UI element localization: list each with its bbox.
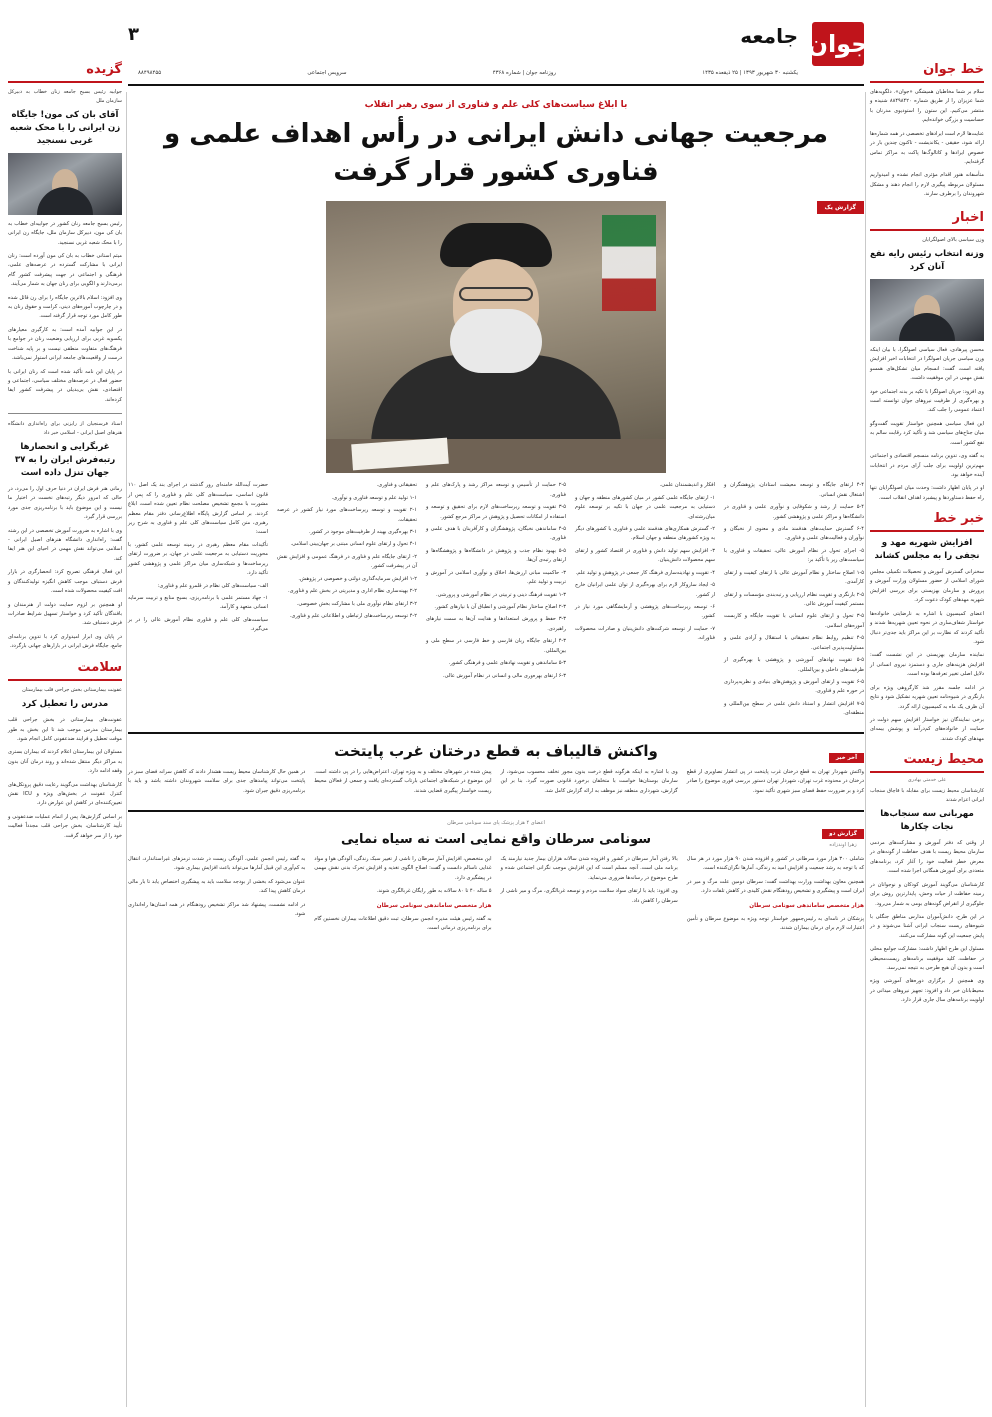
section-label: خط جوان [923,62,984,77]
sidebar-section-health [8,660,122,841]
main-content [128,92,864,1409]
section-body: زمانی هنر فرش ایران در دنیا حرف اول را می‌زد، در حالی که امروز دیگر رتبه‌های نخست در اختیار ما نیست و این موضوع باید با برنامه‌ریزی جدی مورد بررسی قرار گیرد. وی با اشاره به ضرورت آموزش تخصصی در این رشته گفت: راه‌اندازی دانشگاه هنرهای اصیل ایرانی - اسلامی می‌تواند نقش مهمی در احیای این هنر ایفا کند. این فعال فرهنگی تصریح کرد: انحصارگری در بازار فرش دستباف موجب کاهش انگیزه تولیدکنندگان و افت کیفیت محصولات شده است. او همچنین بر لزوم حمایت دولت از هنرمندان و بافندگان تأکید کرد و خواستار تسهیل شرایط صادرات فرش دستباف شد. در پایان وی ابراز امیدواری کرد با تدوین برنامه‌ای جامع، جایگاه فرش ایرانی در بازارهای جهانی بازگردد. [8,485,122,650]
mid-column: وی با اشاره به اینکه هرگونه قطع درخت بدون مجوز تخلف محسوب می‌شود، از سازمان بوستان‌ها خواست با متخلفان برخورد قانونی صورت گیرد. بنا بر این گزارش، شهرداری منطقه نیز موظف به ارائه گزارش کامل شد. [500,768,678,794]
lead-column: ۴-۴ ارتقای جایگاه و توسعه معیشت استادان، پژوهشگران و اشتغال نقش انسانی. ۵-۴ حمایت از رشد و شکوفایی و نوآوری علمی و فناوری در دانشگاه‌ها و مراکز علمی و پژوهشی کشور. ۶-۴ گسترش حمایت‌های هدفمند مادی و معنوی از نخبگان و نوآوران و فعالیت‌های علمی و فناوری. ۵- اجرای تحول در نظام آموزش عالی، تحقیقات و فناوری با سیاست‌های زیر با تأکید بر: ۱-۵ اصلاح ساختار و نظام آموزش عالی با ارتقای کیفیت و ارتقای کارآمدی. ۲-۵ بازنگری و تقویت نظام ارزیابی و رتبه‌بندی مؤسسات و ارتقای مستمر کیفیت آموزش عالی. ۳-۵ تحول و ارتقای علوم انسانی با تقویت جایگاه و کاربست آموزه‌های اسلامی. ۴-۵ تنظیم روابط نظام تحقیقاتی با استقلال و آزادی علمی و مسئولیت‌پذیری اجتماعی. ۵-۵ تقویت نهادهای آموزشی و پژوهشی با بهره‌گیری از ظرفیت‌های داخلی و بین‌المللی. ۶-۵ تقویت و ارتقای آموزش و پژوهش‌های بنیادی و نظریه‌پردازی در حوزه علم و فناوری. ۷-۵ افزایش انتشار و استناد دانش علمی در سطح بین‌المللی و منطقه‌ای. [724,482,864,717]
newspaper-logo: جوان [812,22,864,66]
left-sidebar [8,62,122,845]
lead-columns [128,481,864,721]
flag-graphic [602,215,656,311]
section-body: محسن پیرهادی، فعال سیاسی اصولگرا، با بیان اینکه وزن سیاسی جریان اصولگرا در انتخابات اخیر افزایش یافته است، گفت: انسجام میان تشکل‌های همسو نقش مهمی در این موفقیت داشت. وی افزود: جریان اصولگرا با تکیه بر بدنه اجتماعی خود و بهره‌گیری از ظرفیت نیروهای جوان توانسته است اعتماد عمومی را جلب کند. این فعال سیاسی همچنین خواستار تقویت گفت‌وگو میان جناح‌های سیاسی شد و تأکید کرد رقابت سالم به نفع کشور است. به گفته وی، تدوین برنامه منسجم اقتصادی و اجتماعی مهم‌ترین اولویت برای جلب آرای مردم در انتخابات آینده خواهد بود. او در پایان اظهار داشت: وحدت میان اصولگرایان تنها راه حفظ دستاوردها و پیشبرد اهداف انقلاب است. [870,346,984,501]
sidebar-section-akhbar [870,210,984,504]
masthead-meta [128,70,864,76]
bottom-headline: سونامی سرطان واقع نمایی است نه سیاه نمایی [340,831,652,847]
photo-beard [450,309,542,373]
photo-body [899,313,955,341]
photo-body [37,187,93,215]
section-body: سلام بر شما مخاطبان همیشگی «جوان». دلگویه‌های شما عزیزان را از طریق شماره ۸۸۴۹۸۴۲۰ شنیده و منتشر می‌کنیم. این ستون را استودیوی مدرنان با حساسیت و بزرگی خوانده‌ایم. عنایت‌ها لازم است ایرادهای تخصصی در همه شماره‌ها ارائه شود، حقیقی - یکاندیشت - تاکنون چندین بار در خصوص ایرادها و کاتالوگ‌ها پاکت به مراکز تماس گرفته‌ایم. متأسفانه هنوز اقدام مؤثری انجام نشده و امیدواریم مسئولان مربوطه پیگیری لازم را انجام دهند و مشکل شهروندان را برطرف سازند. [870,89,984,198]
service-phone: ۸۸۴۹۸۴۵۵ [138,70,162,76]
section-kicker: عفونت بیمارستانی بخش جراحی قلب بیمارستان [22,686,122,693]
section-title: مهربانی سه سنجاب‌ها نجات چکارها [880,809,974,833]
bottom-subtitle: اعضای ۴ هزار پزشک پای سند سونامی سرطان [447,819,545,826]
sidebar-section-khat-javan [870,62,984,200]
section-kicker: اسناد فرسنجیان از رایزنی برای راه‌اندازی دانشگاه هنرهای اصیل ایرانی - اسلامی خبر داد [8,421,122,436]
divider [8,413,122,414]
bottom-column: شاملی ۳۰۰ هزار مورد سرطانی در کشور و افزوده شدن ۹۰ هزار مورد در هر سال که با توجه به رشد جمعیت و افزایش امید به زندگی، آمارها نگران‌کننده است. همچنین معاون بهداشت وزارت بهداشت گفت: سرطان دومین علت مرگ و میر در ایران است و پیشگیری و تشخیص زودهنگام نقش کلیدی در کاهش تلفات دارد. هزار متخصص ساماندهی سونامی سرطان پزشکان در نامه‌ای به رئیس‌جمهور خواستار توجه ویژه به موضوع سرطان و تأمین اعتبارات لازم برای درمان بیماران شدند. [686,855,864,932]
section-divider [128,810,864,812]
bottom-badge: گزارش دو [822,829,864,839]
sidebar-section-environment [870,752,984,1006]
article-photo [870,279,984,341]
byline: علی خدمتی بهادری [907,778,947,784]
lead-kicker: با ابلاغ سیاست‌های کلی علم و فناوری از سوی رهبر انقلاب [364,100,628,110]
lead-column: حضرت آیت‌الله خامنه‌ای روز گذشته در اجرای بند یک اصل ۱۱۰ قانون اساسی، سیاست‌های کلی علم و فناوری را که پس از مشورت با مجمع تشخیص مصلحت نظام تعیین شده است، ابلاغ کردند. بر اساس گزارش پایگاه اطلاع‌رسانی دفتر مقام معظم رهبری، متن کامل سیاست‌های کلی علم و فناوری به شرح زیر است: تأکیدات مقام معظم رهبری در زمینه توسعه علمی کشور، با محوریت دستیابی به مرجعیت علمی در جهان، بر ضرورت ارتقای زیرساخت‌ها و شبکه‌سازی میان مراکز علمی و پژوهشی کشور تأکید دارد. الف- سیاست‌های کلی نظام در قلمرو علم و فناوری: ۱- جهاد مستمر علمی با برنامه‌ریزی، بسیج منابع و تربیت سرمایه انسانی متعهد و کارآمد. سیاست‌های کلی علم و فناوری نظام آموزش عالی را در بر می‌گیرد. [128,482,268,633]
lead-column: تحقیقاتی و فناوری. ۱-۱ تولید علم و توسعه فناوری و نوآوری. ۲-۱ تقویت و توسعه زیرساخت‌های مورد نیاز کشور در عرصه تحقیقات. ۳-۱ بهره‌گیری بهینه از ظرفیت‌های موجود در کشور. ۴-۱ تحول و ارتقای علوم انسانی مبتنی بر جهان‌بینی اسلامی. ۲- ارتقای جایگاه علم و فناوری در فرهنگ عمومی و افزایش نقش آن در پیشرفت کشور. ۱-۲ افزایش سرمایه‌گذاری دولتی و خصوصی در پژوهش. ۲-۲ بهینه‌سازی نظام اداری و مدیریتی در بخش علم و فناوری. ۳-۲ ارتقای نظام نوآوری ملی با مشارکت بخش خصوصی. ۴-۲ توسعه زیرساخت‌های ارتباطی و اطلاعاتی علم و فناوری. [277,482,417,620]
bottom-byline: زهرا اوندزاده [829,841,857,848]
lead-headline: مرجعیت جهانی دانش ایرانی در رأس اهداف علمی و فناوری کشور قرار گرفت [164,119,828,187]
date-line: یکشنبه ۳۰ شهریور ۱۳۹۳ | ۲۵ ذیقعده ۱۴۳۵ [702,70,798,76]
section-kicker: وزن سیاسی بالای اصولگرایان [922,236,984,243]
mid-column: در همین حال کارشناسان محیط زیست هشدار دادند که کاهش سرانه فضای سبز در پایتخت می‌تواند پیامدهای جدی برای سلامت شهروندان داشته باشد و باید با برنامه‌ریزی دقیق جبران شود. [128,768,306,794]
page-number: ۳ [128,24,139,45]
mid-headline: واکنش قالیباف به قطع درختان غرب پایتخت [334,741,658,760]
section-body: رئیس بسیج جامعه زنان کشور در جوابیه‌ای خطاب به بان کی مون، دبیرکل سازمان ملل، جایگاه زن ایرانی را با محک شعبه غربی نسنجید. میثم استانی خطاب به بان کی مون آورده است: زنان ایرانی با مشارکت گسترده در عرصه‌های علمی، فرهنگی و اجتماعی در جهت پیشرفت کشور گام برمی‌دارند و الگویی برای زنان جهان به شمار می‌آیند. وی افزود: اسلام بالاترین جایگاه را برای زن قائل شده و در چارچوب آموزه‌های دینی، کرامت و حقوق زنان به طور کامل مورد توجه قرار گرفته است. در این جوابیه آمده است: به کارگیری معیارهای یکسویه غربی برای ارزیابی وضعیت زنان در جوامع با فرهنگ‌های متفاوت منطقی نیست و بر پایه شناخت درست از واقعیت‌های جامعه ایرانی استوار نمی‌باشد. در پایان این نامه تأکید شده است که زنان ایرانی با حضور فعال در عرصه‌های مختلف سیاسی، اجتماعی و اقتصادی، نقش بی‌بدیلی در پیشرفت کشور ایفا کرده‌اند. [8,220,122,403]
sidebar-section-carpet [8,413,122,651]
section-kicker: جوابیه رئیس بسیج جامعه زنان خطاب به دبیرکل سازمان ملل [8,89,122,104]
section-title: وزنه انتخاب رئیس رایه نفع آنان کرد [870,249,984,273]
paper-line: روزنامه جوان | شماره ۴۳۶۸ [492,70,556,76]
section-title: غربگرایی و انحصارها رتبه‌فرش ایران را به ۳۷ جهان تنزل داده است [14,442,116,479]
bottom-column: بالا رفتن آمار سرطان در کشور و افزوده شدن سالانه هزاران بیمار جدید نیازمند یک برنامه ملی است. آنچه مسلم است که این افزایش موجب نگرانی اجتماعی شده و طرح موضوع در رسانه‌ها ضروری می‌نماید. وی افزود: باید با ارتقای سواد سلامت مردم و توسعه غربالگری، مرگ و میر ناشی از سرطان را کاهش داد. [500,855,678,904]
section-body: عفونت‌های بیمارستانی در بخش جراحی قلب بیمارستان مدرس موجب شد تا این بخش به طور موقت تعطیل و فرایند ضدعفونی کامل انجام شود. مسئولان این بیمارستان اعلام کردند که بیماران بستری به مراکز دیگر منتقل شده‌اند و روند درمان آنان بدون وقفه ادامه دارد. کارشناسان بهداشت می‌گویند رعایت دقیق پروتکل‌های کنترل عفونت در بخش‌های ویژه و ICU نقش تعیین‌کننده‌ای در کاهش این عوارض دارد. بر اساس گزارش‌ها، پس از اتمام عملیات ضدعفونی و تأیید کارشناسان، بخش جراحی قلب مجدداً فعالیت خود را از سر خواهد گرفت. [8,717,122,839]
right-sidebar [870,62,984,1010]
masthead [0,0,992,88]
mid-column: واکنش شهردار تهران به قطع درختان غرب پایتخت در پی انتشار تصاویری از قطع درختان در محدوده غرب تهران، شهردار تهران دستور بررسی فوری موضوع را صادر کرد و بر ضرورت حفظ فضای سبز شهری تأکید نمود. [686,768,864,794]
section-label: سلامت [77,659,122,675]
sidebar-section-gozideh [8,62,122,405]
section-label: محیط زیست [903,752,984,768]
section-kicker: افزایش شهریه مهد و نجفی را به مجلس کشاند [874,538,980,562]
bottom-columns [128,855,864,938]
mid-column: پیش شده در شهرهای مختلف و به ویژه تهران، اعتراض‌هایی را در پی داشته است. این موضوع در شبکه‌های اجتماعی بازتاب گسترده‌ای یافت و جمعی از فعالان محیط زیست خواستار پیگیری قضایی شدند. [314,768,492,794]
section-divider [128,732,864,734]
section-title: جامعه [740,24,798,48]
mid-columns [128,768,864,800]
section-body: از وقتی که دفتر آموزش و مشارکت‌های مردمی سازمان محیط زیست با هدف حفاظت از گونه‌های در معرض خطر فعالیت خود را آغاز کرد، برنامه‌های متعددی برای آموزش همگانی اجرا شده است. کارشناسان می‌گویند آموزش کودکان و نوجوانان در زمینه حفاظت از حیات وحش، پایدارترین روش برای جلوگیری از انقراض گونه‌های بومی به شمار می‌رود. در این طرح، دانش‌آموزان مدارس مناطق جنگلی با شیوه‌های زیست سنجاب ایرانی آشنا می‌شوند و در پایش جمعیت این گونه مشارکت می‌کنند. مسئول این طرح اظهار داشت: مشارکت جوامع محلی در حفاظت، کلید موفقیت برنامه‌های زیست‌محیطی است و بدون آن هیچ طرحی به نتیجه نمی‌رسد. وی همچنین از برگزاری دوره‌های آموزشی ویژه محیط‌بانان خبر داد و افزود: تجهیز نیروهای میدانی در اولویت برنامه‌های سال جاری قرار دارد. [870,839,984,1004]
mid-badge: آخر خبر [829,753,864,763]
lead-column: افکار و اندیشمندان علمی. ۱- ارتقای جایگاه علمی کشور در میان کشورهای منطقه و جهان و دستیابی به مرجعیت علمی در جهان با تکیه بر توسعه علوم میان‌رشته‌ای. ۲- گسترش همکاری‌های هدفمند علمی و فناوری با کشورهای دیگر به ویژه کشورهای منطقه و جهان اسلام. ۳- افزایش سهم تولید دانش و فناوری در اقتصاد کشور و ارتقای سهم محصولات دانش‌بنیان. ۴- تقویت و نهادینه‌سازی فرهنگ کار جمعی در پژوهش و تولید علم. ۵- ایجاد سازوکار لازم برای بهره‌گیری از توان علمی ایرانیان خارج از کشور. ۶- توسعه زیرساخت‌های پژوهشی و آزمایشگاهی مورد نیاز در کشور. ۷- حمایت از توسعه شرکت‌های دانش‌بنیان و صادرات محصولات فناورانه. [575,482,715,642]
bottom-column: به گفته رئیس انجمن علمی، آلودگی زیست در شدت ترمزهای غیراستاندارد، انتقال به کم‌آوری این قبیل آمارها می‌تواند باعث افزایش بیماری شود. عنوان می‌شود که بخشی از بودجه سلامت باید به پیشگیری اختصاص یابد تا بار مالی درمان کاهش پیدا کند. در ادامه نشست، پیشنهاد شد مراکز تشخیص زودهنگام در همه استان‌ها راه‌اندازی شود. [128,855,306,918]
section-title: مدرس را تعطیل کرد [21,699,109,710]
column-separator [126,92,127,1407]
glasses-icon [459,287,533,301]
section-label: گزیده [86,62,122,77]
lead-column: ۲-۵ حمایت از تأسیس و توسعه مراکز رشد و پارک‌های علم و فناوری. ۳-۵ تقویت و توسعه زیرساخت‌های لازم برای تحقیق و توسعه و استفاده از امکانات تحصیل و پژوهش در مراکز مرجع کشور. ۴-۵ ساماندهی نخبگان، پژوهشگران و کارآفرینان با هدف علمی و فناوری. ۵-۵ بهبود نظام جذب و پژوهش در دانشگاه‌ها و پژوهشگاه‌ها و ارتقای رتبه‌ی آن‌ها. ۳- حاکمیت مبانی ارزش‌ها، اخلاق و نوآوری اسلامی در آموزش و تربیت و تولید علم. ۱-۳ تقویت فرهنگ دینی و تربیتی در نظام آموزشی و پرورشی. ۲-۳ اصلاح ساختار نظام آموزشی و انطباق آن با نیازهای کشور. ۳-۳ حفظ و پرورش استعدادها و هدایت آن‌ها به سمت نیازهای راهبردی. ۴-۳ ارتقای جایگاه زبان فارسی و خط فارسی در سطح ملی و بین‌المللی. ۵-۳ ساماندهی و تقویت نهادهای علمی و فرهنگی کشور. ۶-۳ ارتقای بهره‌وری مالی و انسانی در نظام آموزش عالی. [426,482,566,679]
article-photo [8,153,122,215]
column-separator [865,92,866,1407]
section-title: آقای بان کی مون! جایگاه زن ایرانی را با محک شعبه غربی نسنجید [9,110,121,146]
section-label: خبر خط [933,511,984,527]
section-body: سخنرانی گسترش آموزش و تحصیلات تکمیلی مجلس شورای اسلامی از حضور مسئولان وزارت آموزش و پرورش و سازمان بهزیستی برای بررسی افزایش شهریه مهدهای کودک دعوت کرد. اعضای کمیسیون با اشاره به نارضایتی خانواده‌ها خواستار شفاف‌سازی در نحوه تعیین شهریه‌ها شدند و تأکید کردند که نظارت بر این مراکز باید جدی‌تر دنبال شود. نماینده سازمان بهزیستی در این نشست گفت: افزایش هزینه‌های جاری و دستمزد نیروی انسانی از دلایل اصلی تغییر تعرفه‌ها بوده است. در ادامه جلسه مقرر شد کارگروهی ویژه برای بازنگری در شیوه‌نامه تعیین شهریه تشکیل شود و نتایج آن ظرف یک ماه به کمیسیون ارائه گردد. برخی نمایندگان نیز خواستار افزایش سهم دولت در حمایت از خانواده‌های کم‌درآمد و پوشش بیمه‌ای مهدهای کودک شدند. [870,569,984,742]
section-label: اخبار [952,209,984,225]
sidebar-section-khabar-khat [870,511,984,744]
bottom-column: این متخصص، افزایش آمار سرطان را ناشی از تغییر سبک زندگی، آلودگی هوا و مواد غذایی ناسالم دانست و گفت: اصلاح الگوی تغذیه و افزایش تحرک بدنی نقش مهمی در پیشگیری دارد. ۵ ساله ۴۰ تا ۸۰ سالانه به طور رایگان غربالگری شوند. هزار متخصص ساماندهی سونامی سرطان به گفته رئیس هیئت مدیره انجمن سرطان، ثبت دقیق اطلاعات بیماران نخستین گام برای برنامه‌ریزی درمانی است. [314,855,492,932]
service-label: سرویس اجتماعی [307,70,347,76]
lead-photo [326,201,666,473]
masthead-rule [128,84,864,86]
report-badge: گزارش یک [817,201,865,214]
section-kicker: کارشناسان محیط زیست برای مقابله با قاچاق سنجاب ایرانی اعزام شدند [870,788,984,803]
